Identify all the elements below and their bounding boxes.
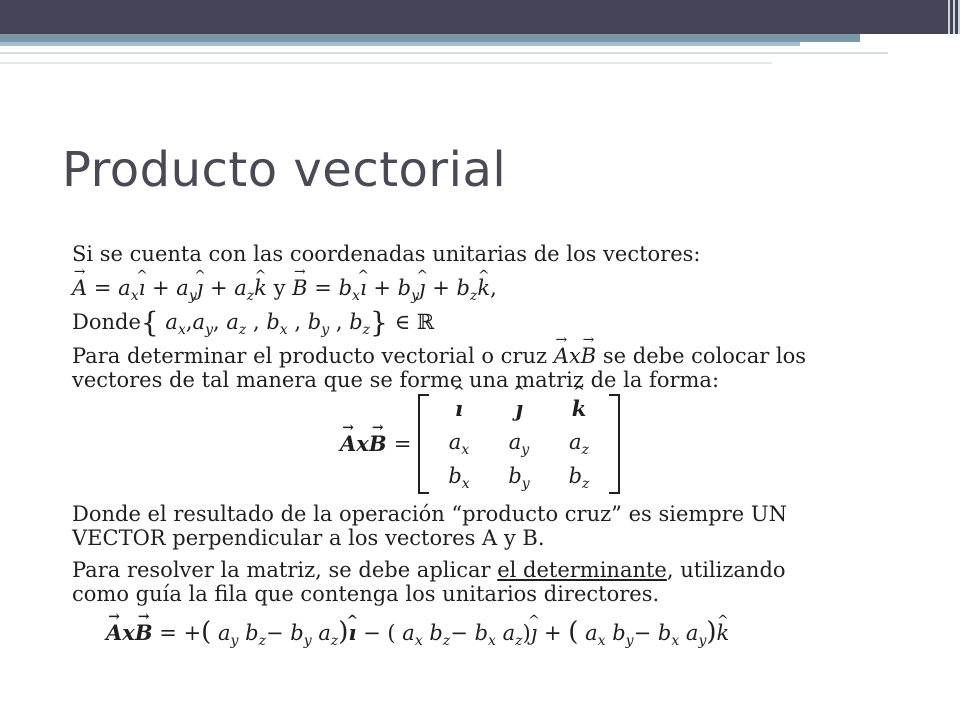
coef-b: b <box>307 310 322 334</box>
subscript-y: y <box>205 322 213 338</box>
resolve-text: , utilizando <box>666 558 786 582</box>
subscript-z: z <box>469 288 478 304</box>
accent-line <box>0 52 888 54</box>
coef-a: a <box>234 276 247 300</box>
equals-sign: = <box>93 276 112 300</box>
cross-x: x <box>122 620 135 645</box>
accent-band <box>0 34 860 42</box>
subscript-z: z <box>362 322 371 338</box>
matrix-cell-az <box>554 430 604 458</box>
conjunction: y <box>273 276 286 300</box>
brace-open: { <box>140 306 159 339</box>
subscript-y: y <box>411 288 420 304</box>
accent-band-thin <box>0 42 800 46</box>
vector-a: A → <box>340 432 356 456</box>
accent-line <box>0 62 772 64</box>
matrix-cell-bz <box>554 464 604 492</box>
unit-i: ı ^ <box>360 276 367 300</box>
subscript-y: y <box>521 476 530 492</box>
subscript-z: z <box>238 322 247 338</box>
comma: , <box>490 276 497 300</box>
coef-b: b <box>448 464 462 488</box>
matrix-cell-j: ȷ ^ <box>494 396 544 421</box>
minus-sign: − <box>266 621 284 645</box>
coef-a: a <box>176 276 189 300</box>
coef-a: a <box>585 621 598 645</box>
comma: , <box>252 310 260 334</box>
coef-a: a <box>118 276 131 300</box>
intro-text: Si se cuenta con las coordenadas unitarias de los vectores: <box>72 242 701 266</box>
coef-b: b <box>508 464 522 488</box>
coef-a: a <box>685 621 699 645</box>
coef-a: a <box>218 621 231 645</box>
unit-k: k ^ <box>254 276 267 300</box>
vector-b: B → <box>581 344 596 368</box>
matrix-cell-i: ı ^ <box>434 396 484 421</box>
subscript-y: y <box>698 633 707 649</box>
subscript-x: x <box>352 288 360 304</box>
topbar-stripes <box>926 0 960 34</box>
coef-a: a <box>226 310 239 334</box>
subscript-z: z <box>581 442 589 458</box>
resolve-text: Para resolver la matriz, se debe aplicar <box>72 558 498 582</box>
coef-b: b <box>397 276 412 300</box>
minus-sign: − <box>363 621 381 645</box>
brace-close: } <box>370 306 388 339</box>
subscript-y: y <box>230 633 239 649</box>
paren-open: ( <box>568 617 579 647</box>
minus-sign: − <box>633 621 652 645</box>
subscript-x: x <box>597 633 606 649</box>
coef-b: b <box>456 276 470 300</box>
unit-k: k ^ <box>717 621 730 645</box>
coef-b: b <box>349 310 363 334</box>
cross-x: x <box>568 344 581 368</box>
comma: , <box>212 310 220 334</box>
coef-b: b <box>266 310 280 334</box>
matrix-lhs <box>340 432 412 456</box>
determinant-term: el determinante <box>497 558 667 582</box>
paragraph-text: se debe colocar los <box>602 344 807 368</box>
paren-open: ( <box>201 617 212 647</box>
determinant-matrix <box>418 394 620 494</box>
unit-k: k ^ <box>477 276 490 300</box>
paren-close: ) <box>522 621 531 645</box>
coef-b: b <box>657 621 672 645</box>
paren-close: ) <box>338 617 349 647</box>
subscript-x: x <box>671 633 680 649</box>
vector-definitions <box>72 276 497 308</box>
result-text-1: Donde el resultado de la operación “producto cruz” es siempre UN <box>72 502 787 526</box>
paren-close: ) <box>706 617 717 647</box>
matrix-cell-ax <box>434 430 484 458</box>
formula-lhs <box>106 620 153 645</box>
coef-a: a <box>448 430 462 454</box>
matrix-cell-k: k ^ <box>554 396 604 421</box>
subscript-x: x <box>414 633 423 649</box>
coef-b: b <box>290 621 304 645</box>
coef-b: b <box>338 276 353 300</box>
vector-a: A → <box>106 621 122 645</box>
coef-b: b <box>245 621 259 645</box>
coef-a: a <box>165 310 178 334</box>
equals-sign: = <box>393 432 412 456</box>
comma: , <box>294 310 302 334</box>
subscript-x: x <box>461 476 470 492</box>
coef-b: b <box>474 621 489 645</box>
plus-sign: + <box>543 621 562 645</box>
donde-label: Donde <box>72 310 141 334</box>
coef-a: a <box>192 310 206 334</box>
unit-j: ȷ ^ <box>419 276 426 300</box>
unit-i: ı ^ <box>348 621 356 645</box>
subscript-y: y <box>321 322 330 338</box>
minus-sign: − <box>450 621 468 645</box>
coef-b: b <box>429 621 443 645</box>
matrix-cell-ay <box>494 430 544 458</box>
plus-sign: + <box>209 276 228 300</box>
axb-inline <box>554 344 596 368</box>
cross-x: x <box>356 431 369 456</box>
vector-b: B → <box>369 432 387 456</box>
coef-a: a <box>402 621 415 645</box>
plus-sign: + <box>432 276 450 300</box>
comma: , <box>185 310 193 334</box>
subscript-y: y <box>521 442 530 458</box>
result-text-2: VECTOR perpendicular a los vectores A y B. <box>72 526 545 550</box>
subscript-x: x <box>130 288 139 304</box>
vector-b: B → <box>292 276 307 300</box>
subscript-x: x <box>177 322 186 338</box>
slide-title: Producto vectorial <box>62 142 507 198</box>
subscript-z: z <box>246 288 255 304</box>
real-set-line <box>72 306 435 342</box>
vector-a: A → <box>554 344 569 368</box>
subscript-z: z <box>442 633 451 649</box>
equals-sign: = <box>314 276 332 300</box>
matrix-cell-by <box>494 464 544 492</box>
coef-b: b <box>568 464 583 488</box>
subscript-y: y <box>303 633 312 649</box>
subscript-z: z <box>515 633 523 649</box>
unit-i: ı ^ <box>139 276 146 300</box>
equals-sign: = <box>159 621 177 645</box>
coef-a: a <box>318 621 331 645</box>
resolve-text-1 <box>72 558 786 582</box>
final-formula <box>106 617 730 653</box>
subscript-y: y <box>625 633 634 649</box>
paragraph-cross-product <box>72 344 806 368</box>
matrix-cell-bx <box>434 464 484 492</box>
resolve-text-2: como guía la fila que contenga los unitarios directores. <box>72 582 660 606</box>
plus-sign: + <box>373 276 391 300</box>
coef-b: b <box>612 621 626 645</box>
plus-sign: + <box>183 621 202 645</box>
paragraph-matrix-form: vectores de tal manera que se forme una matriz de la forma: <box>72 368 720 392</box>
in-real-symbol: ∈ ℝ <box>394 310 435 334</box>
subscript-x: x <box>279 322 288 338</box>
coef-a: a <box>569 430 582 454</box>
paren-open: ( <box>387 621 396 645</box>
subscript-x: x <box>461 442 470 458</box>
coef-a: a <box>502 621 516 645</box>
subscript-z: z <box>258 633 266 649</box>
unit-j: ȷ ^ <box>531 621 538 645</box>
plus-sign: + <box>152 276 170 300</box>
subscript-x: x <box>488 633 496 649</box>
subscript-y: y <box>188 288 197 304</box>
top-bar <box>0 0 960 34</box>
vector-a: A → <box>72 276 87 300</box>
vector-b: B → <box>135 621 153 645</box>
comma: , <box>335 310 343 334</box>
paragraph-text: Para determinar el producto vectorial o cruz <box>72 344 548 368</box>
coef-a: a <box>508 430 522 454</box>
subscript-z: z <box>330 633 339 649</box>
unit-j: ȷ ^ <box>197 276 204 300</box>
subscript-z: z <box>582 476 590 492</box>
